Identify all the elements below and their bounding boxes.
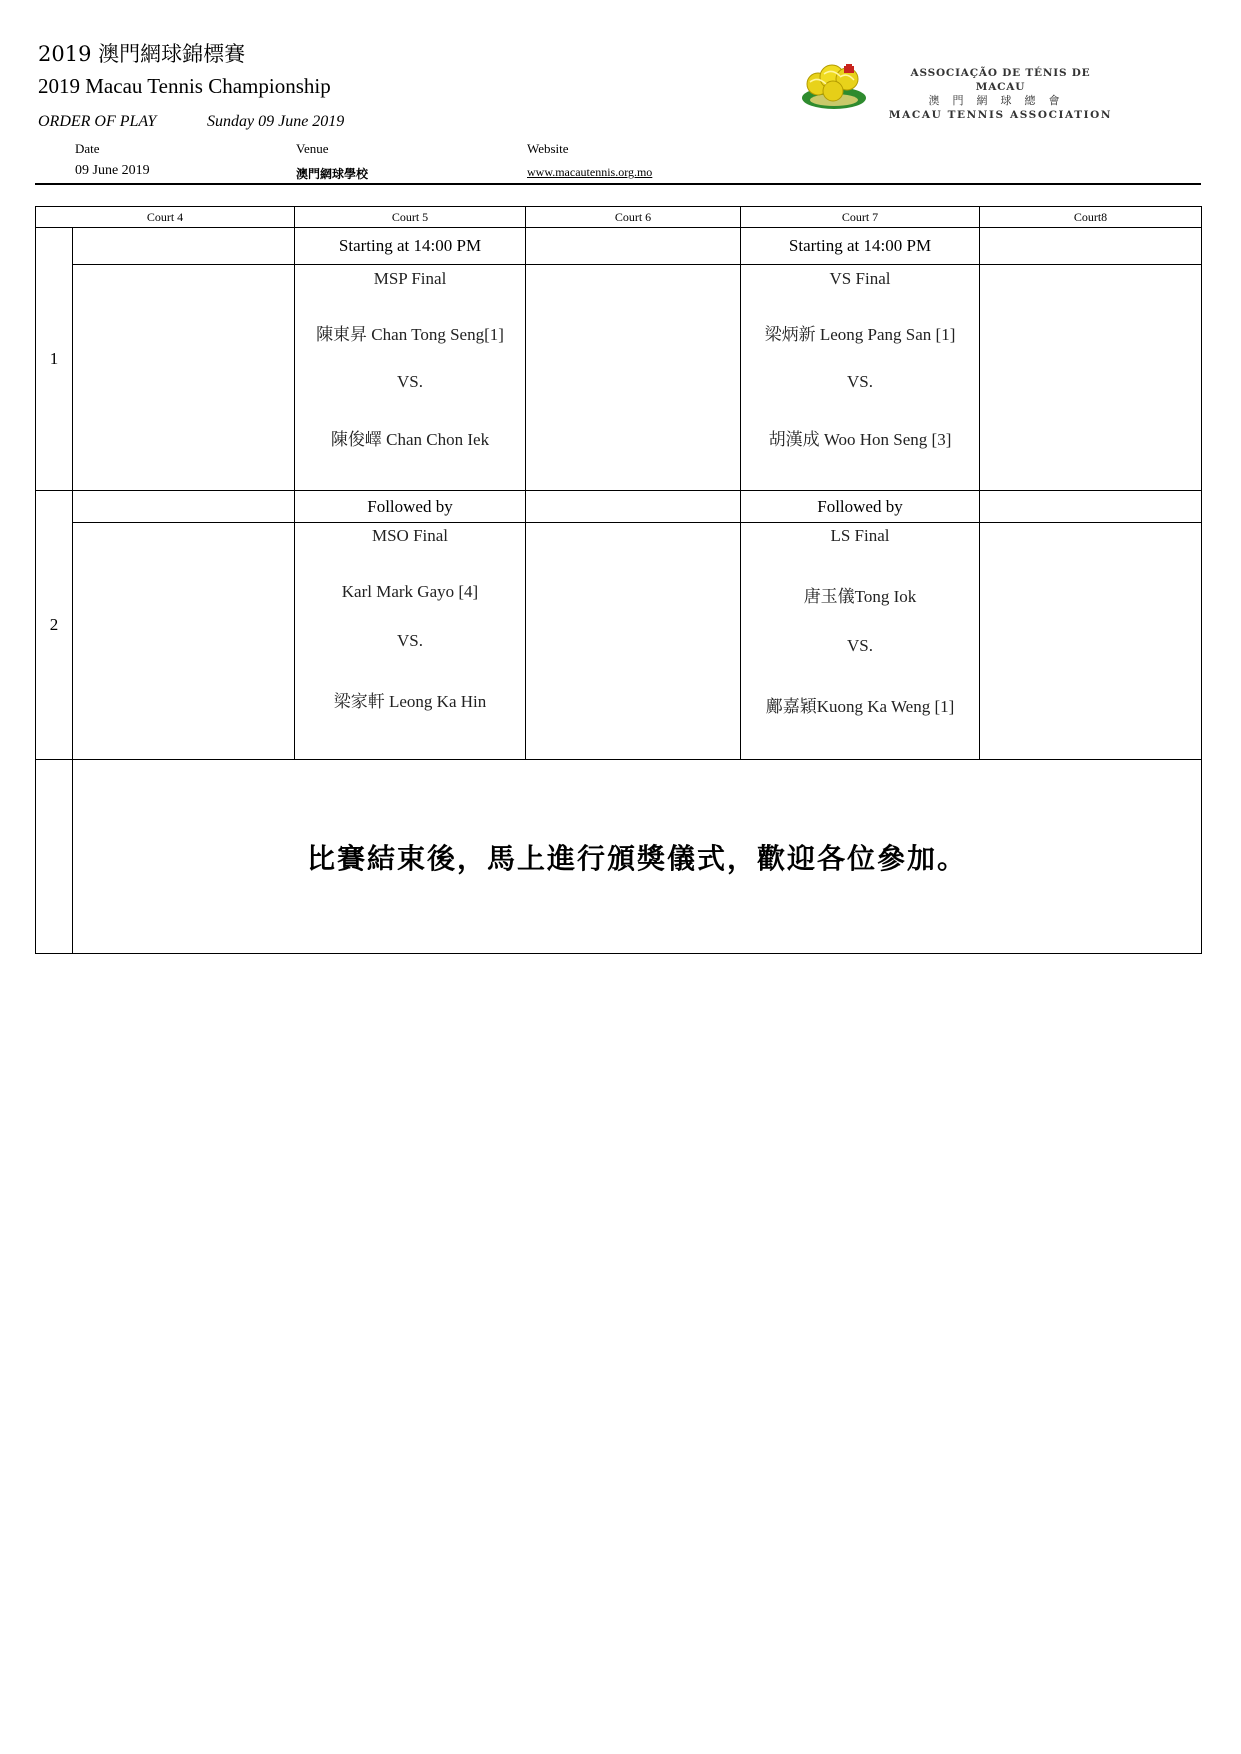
order-of-play-label: ORDER OF PLAY [38,113,157,130]
court-4-empty-cell [73,491,295,523]
court-6-empty-cell [526,523,741,760]
court-header-row [36,207,1202,228]
match-player-1: 梁炳新 Leong Pang San [1] [764,325,956,344]
court-4-empty-cell [73,228,295,265]
match-player-1: Karl Mark Gayo [4] [341,582,479,601]
court-header: Court 6 [526,207,741,228]
match-player-2: 鄺嘉穎Kuong Ka Weng [1] [765,697,955,716]
court-4-empty-cell [73,265,295,491]
round-number-empty [36,760,73,954]
match-event: LS Final [830,526,890,545]
court-6-empty-cell [526,228,741,265]
association-name [888,66,1113,122]
round-1-court-7-start-time: Starting at 14:00 PM [741,228,980,265]
round-number: 2 [36,491,73,760]
court-8-empty-cell [980,491,1202,523]
match-vs: VS. [397,372,423,391]
court-8-empty-cell [980,228,1202,265]
court-8-empty-cell [980,523,1202,760]
match-cell-court-5 [295,265,526,491]
court-4-empty-cell [73,523,295,760]
order-of-play-table [35,206,1202,954]
venue-value: 澳門網球學校 [296,167,369,181]
court-6-empty-cell [526,265,741,491]
round-2-court-5-followed-by: Followed by [295,491,526,523]
match-player-1: 唐玉儀Tong Iok [803,587,917,606]
match-cell-court-7 [741,523,980,760]
round-2-header-row [36,491,1202,523]
ceremony-cell [73,760,1202,954]
match-player-1: 陳東昇 Chan Tong Seng[1] [316,325,504,344]
match-player-2: 胡漢成 Woo Hon Seng [3] [768,430,952,449]
header-divider [35,183,1201,185]
court-header: Court 4 [36,207,295,228]
round-1-header-row [36,228,1202,265]
date-value: 09 June 2019 [75,163,150,178]
match-cell-court-5 [295,523,526,760]
title-english: 2019 Macau Tennis Championship [38,74,331,98]
match-cell-court-7 [741,265,980,491]
association-name-zh: 澳門網球總會 [928,94,1073,107]
match-event: MSO Final [371,526,449,545]
match-player-2: 梁家軒 Leong Ka Hin [333,692,487,711]
ceremony-announcement: 比賽結束後，馬上進行頒獎儀式，歡迎各位參加。 [306,841,967,875]
match-player-2: 陳俊嶧 Chan Chon Iek [330,430,490,449]
title-chinese: 2019 澳門網球錦標賽 [38,42,246,66]
association-name-pt: ASSOCIAÇÃO DE TÉNIS DE MACAU [910,67,1091,93]
round-number: 1 [36,228,73,491]
round-1-court-5-start-time: Starting at 14:00 PM [295,228,526,265]
date-label: Date [75,141,100,156]
round-2-match-row [36,523,1202,760]
match-event: MSP Final [373,269,447,288]
match-vs: VS. [847,636,873,655]
court-header: Court8 [980,207,1202,228]
tennis-association-logo-icon [800,62,868,110]
round-2-court-7-followed-by: Followed by [741,491,980,523]
association-name-en: MACAU TENNIS ASSOCIATION [888,109,1113,121]
court-6-empty-cell [526,491,741,523]
match-vs: VS. [397,631,423,650]
website-label: Website [527,141,569,156]
website-link[interactable]: www.macautennis.org.mo [527,165,653,179]
round-1-match-row [36,265,1202,491]
venue-label: Venue [296,141,329,156]
order-of-play-date: Sunday 09 June 2019 [207,113,345,130]
court-8-empty-cell [980,265,1202,491]
court-header: Court 5 [295,207,526,228]
match-event: VS Final [829,269,891,288]
court-header: Court 7 [741,207,980,228]
match-vs: VS. [847,372,873,391]
ceremony-row [36,760,1202,954]
